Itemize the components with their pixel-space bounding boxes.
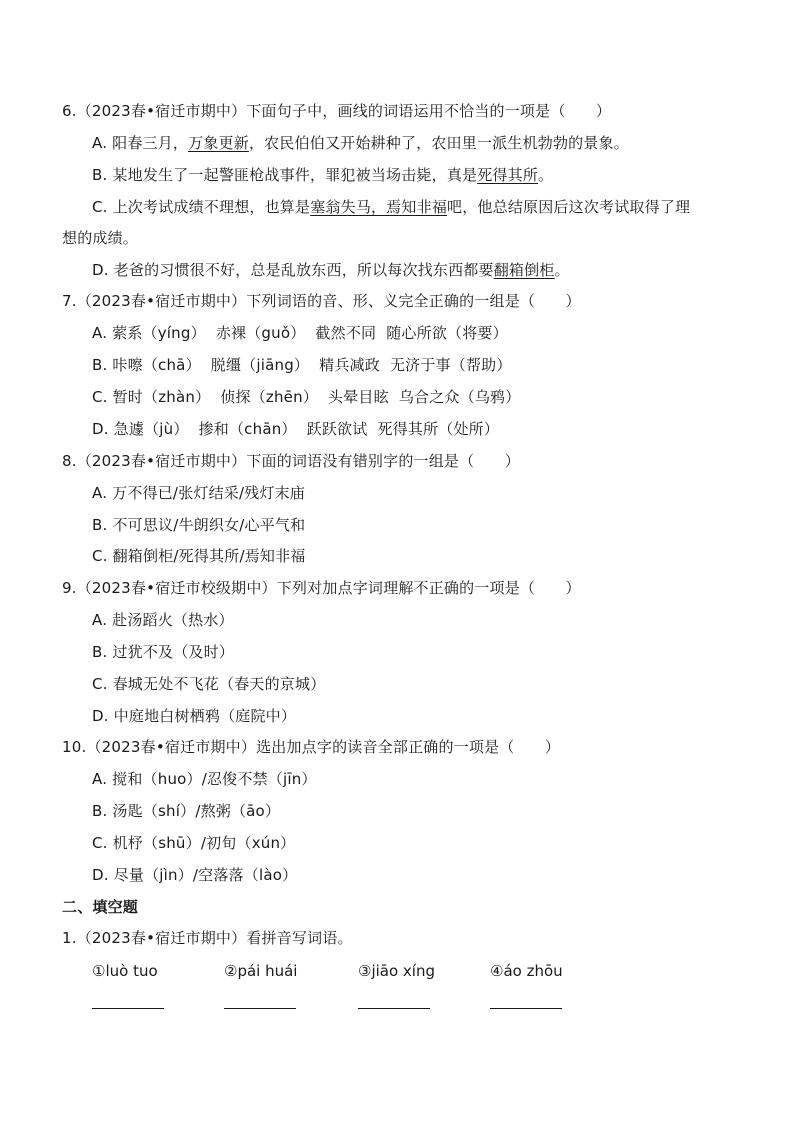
- pinyin-row: [92, 960, 612, 984]
- q9-option-a: A. 赴汤蹈火（热水）: [92, 611, 234, 629]
- answer-blank-4[interactable]: [490, 1008, 562, 1009]
- q6-option-c-cont: 想的成绩。: [62, 229, 139, 247]
- q6-option-b: B. 某地发生了一起警匪枪战事件，罪犯被当场击毙，真是死得其所。: [92, 166, 554, 184]
- q7-stem: 7.（2023春•宿迁市期中）下列词语的音、形、义完全正确的一组是（ ）: [62, 292, 581, 310]
- q7-option-d: D. 急遽（jù） 掺和（chān） 跃跃欲试 死得其所（处所）: [92, 420, 500, 438]
- q9-option-b: B. 过犹不及（及时）: [92, 643, 235, 661]
- q10-stem: 10.（2023春•宿迁市期中）选出加点字的读音全部正确的一项是（ ）: [62, 738, 561, 756]
- underlined-phrase: 万象更新: [188, 134, 249, 152]
- q9-option-c: C. 春城无处不飞花（春天的京城）: [92, 675, 326, 693]
- pinyin-item: ④áo zhōu: [490, 962, 563, 980]
- pinyin-item: ③jiāo xíng: [358, 962, 435, 980]
- fill1-stem: 1.（2023春•宿迁市期中）看拼音写词语。: [62, 929, 353, 947]
- q6-stem: 6.（2023春•宿迁市期中）下面句子中，画线的词语运用不恰当的一项是（ ）: [62, 102, 612, 120]
- q9-option-d: D. 中庭地白树栖鸦（庭院中）: [92, 707, 297, 725]
- section-heading: 二、填空题: [62, 898, 139, 916]
- q9-stem: 9.（2023春•宿迁市校级期中）下列对加点字词理解不正确的一项是（ ）: [62, 579, 581, 597]
- q10-option-d: D. 尽量（jìn）/空落落（lào）: [92, 866, 298, 884]
- q6-option-d: D. 老爸的习惯很不好，总是乱放东西，所以每次找东西都要翻箱倒柜。: [92, 261, 570, 279]
- q10-option-b: B. 汤匙（shí）/熬粥（āo）: [92, 802, 281, 820]
- answer-blank-2[interactable]: [224, 1008, 296, 1009]
- underlined-phrase: 翻箱倒柜: [493, 261, 555, 279]
- q8-option-a: A. 万不得已/张灯结采/残灯末庙: [92, 484, 306, 502]
- q7-option-c: C. 暂时（zhàn） 侦探（zhēn） 头晕目眩 乌合之众（乌鸦）: [92, 388, 521, 406]
- q10-option-c: C. 机杼（shū）/初旬（xún）: [92, 834, 296, 852]
- q6-option-a: A. 阳春三月，万象更新，农民伯伯又开始耕种了，农田里一派生机勃勃的景象。: [92, 134, 629, 152]
- q7-option-a: A. 萦系（yíng） 赤裸（guǒ） 截然不同 随心所欲（将要）: [92, 324, 508, 342]
- q8-option-c: C. 翻箱倒柜/死得其所/焉知非福: [92, 547, 306, 565]
- pinyin-item: ②pái huái: [224, 962, 298, 980]
- underlined-phrase: 死得其所: [477, 166, 539, 184]
- underlined-phrase: 塞翁失马，焉知非福: [310, 198, 448, 216]
- q7-option-b: B. 咔嚓（chā） 脱缰（jiāng） 精兵减政 无济于事（帮助）: [92, 356, 512, 374]
- q6-option-c: C. 上次考试成绩不理想，也算是塞翁失马，焉知非福吧，他总结原因后这次考试取得了理: [92, 198, 691, 216]
- pinyin-item: ①luò tuo: [92, 962, 158, 980]
- answer-blank-1[interactable]: [92, 1008, 164, 1009]
- q10-option-a: A. 搅和（huo）/忍俊不禁（jīn）: [92, 770, 317, 788]
- q8-stem: 8.（2023春•宿迁市期中）下面的词语没有错别字的一组是（ ）: [62, 452, 520, 470]
- q8-option-b: B. 不可思议/牛朗织女/心平气和: [92, 516, 306, 534]
- answer-blank-3[interactable]: [358, 1008, 430, 1009]
